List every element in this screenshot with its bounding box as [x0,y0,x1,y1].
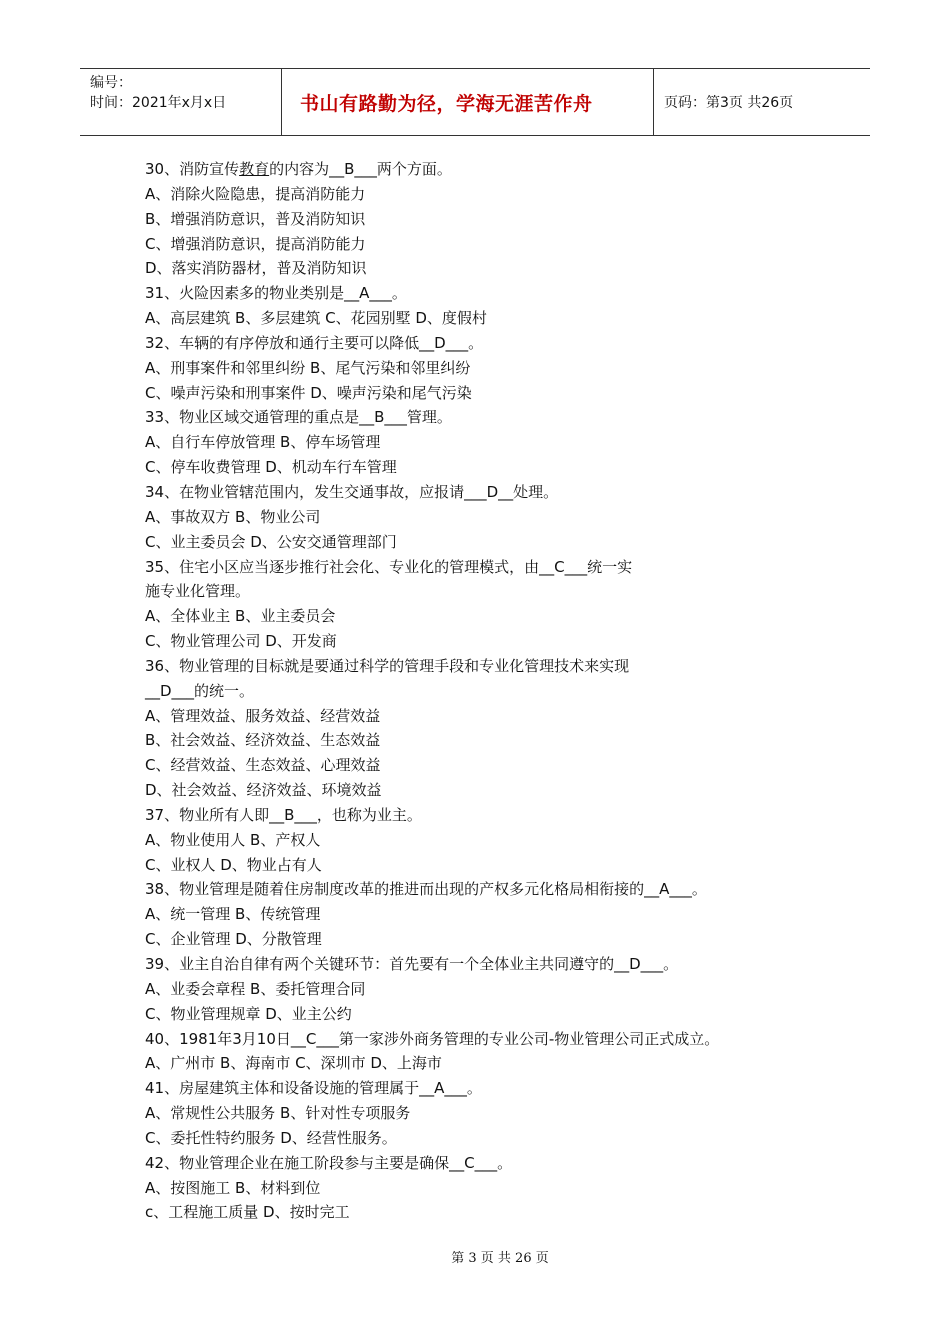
line-text: A、管理效益、服务效益、经营效益 [145,706,381,725]
text-line [145,654,835,679]
line-text: A、消除火险隐患，提高消防能力 [145,184,366,203]
text-line [145,405,835,430]
line-text: 38、物业管理是随着住房制度改革的推进而出现的产权多元化格局相衔接的__A___。 [145,880,707,899]
text-line [145,157,835,182]
text-line [145,1176,835,1201]
text-line [145,579,835,604]
line-text: C、物业管理公司 D、开发商 [145,632,337,651]
text-line [145,952,835,977]
text-line [145,679,835,704]
text-line [145,430,835,455]
text-line [145,803,835,828]
text-line [145,604,835,629]
text-line [145,1002,835,1027]
text-line [145,1051,835,1076]
text-line [145,1126,835,1151]
line-text: A、业委会章程 B、委托管理合同 [145,979,366,998]
line-text: 施专业化管理。 [145,582,251,601]
line-text: A、刑事案件和邻里纠纷 B、尾气污染和邻里纠纷 [145,358,471,377]
line-text: A、全体业主 B、业主委员会 [145,607,336,626]
text-line [145,927,835,952]
line-text: C、物业管理规章 D、业主公约 [145,1004,352,1023]
line-text: C、业主委员会 D、公安交通管理部门 [145,532,397,551]
line-text: A、按图施工 B、材料到位 [145,1178,321,1197]
header-motto: 书山有路勤为径，学海无涯苦作舟 [282,69,654,135]
text-line [145,480,835,505]
line-text: B、增强消防意识，普及消防知识 [145,209,366,228]
text-line [145,778,835,803]
text-line [145,331,835,356]
line-text: C、企业管理 D、分散管理 [145,930,322,949]
line-text: A、物业使用人 B、产权人 [145,830,321,849]
text-line [145,828,835,853]
line-text: 41、房屋建筑主体和设备设施的管理属于__A___。 [145,1079,482,1098]
time-label: 时间：2021年x月x日 [90,95,227,111]
line-text-continued: 的内容为__B___两个方面。 [269,160,452,178]
text-line [145,728,835,753]
line-text: C、委托性特约服务 D、经营性服务。 [145,1128,397,1147]
line-text: 35、住宅小区应当逐步推行社会化、专业化的管理模式，由__C___统一实 [145,557,633,576]
line-text: D、社会效益、经济效益、环境效益 [145,781,382,800]
text-line [145,1101,835,1126]
page-footer: 第 3 页 共 26 页 [451,1251,549,1266]
line-text: D、落实消防器材，普及消防知识 [145,259,367,278]
line-text: C、业权人 D、物业占有人 [145,855,322,874]
line-text: A、高层建筑 B、多层建筑 C、花园别墅 D、度假村 [145,309,487,328]
line-text: 33、物业区域交通管理的重点是__B___管理。 [145,408,452,427]
number-label: 编号： [90,75,132,91]
line-text: 36、物业管理的目标就是要通过科学的管理手段和专业化管理技术来实现 [145,656,630,675]
text-line [145,555,835,580]
header-page-number: 页码：第3页 共26页 [664,95,794,111]
line-text: A、统一管理 B、传统管理 [145,905,321,924]
line-text: A、事故双方 B、物业公司 [145,507,321,526]
text-line [145,356,835,381]
page-header [80,68,870,136]
text-line [145,629,835,654]
text-line [145,704,835,729]
text-line [145,877,835,902]
line-text: C、增强消防意识，提高消防能力 [145,234,366,253]
text-line [145,853,835,878]
text-line [145,306,835,331]
text-line [145,753,835,778]
text-line [145,1027,835,1052]
question-list [145,157,835,1225]
text-line [145,1200,835,1225]
line-text: B、社会效益、经济效益、生态效益 [145,731,381,750]
line-text: 40、1981年3月10日__C___第一家涉外商务管理的专业公司-物业管理公司正式成立。 [145,1029,720,1048]
line-text: __D___的统一。 [145,681,255,700]
line-text: 42、物业管理企业在施工阶段参与主要是确保__C___。 [145,1153,513,1172]
line-text: C、经营效益、生态效益、心理效益 [145,756,381,775]
line-text: c、工程施工质量 D、按时完工 [145,1203,350,1222]
text-line [145,505,835,530]
text-line [145,530,835,555]
line-text: A、广州市 B、海南市 C、深圳市 D、上海市 [145,1054,442,1073]
text-line [145,207,835,232]
text-line [145,256,835,281]
line-text: A、自行车停放管理 B、停车场管理 [145,433,381,452]
text-line [145,381,835,406]
text-line [145,977,835,1002]
line-text: C、停车收费管理 D、机动车行车管理 [145,458,397,477]
line-text: 37、物业所有人即__B___，也称为业主。 [145,805,422,824]
underlined-text: 教育 [239,160,270,178]
line-text: 32、车辆的有序停放和通行主要可以降低__D___。 [145,333,484,352]
header-meta [80,69,282,135]
text-line [145,281,835,306]
line-text: A、常规性公共服务 B、针对性专项服务 [145,1104,411,1123]
text-line [145,182,835,207]
line-text: 39、业主自治自律有两个关键环节：首先要有一个全体业主共同遵守的__D___。 [145,955,679,973]
line-text: 30、消防宣传 [145,160,240,178]
text-line [145,1076,835,1101]
text-line [145,232,835,257]
line-text: C、噪声污染和刑事案件 D、噪声污染和尾气污染 [145,383,472,402]
line-text: 34、在物业管辖范围内，发生交通事故，应报请___D__处理。 [145,482,559,501]
text-line [145,455,835,480]
text-line [145,1151,835,1176]
line-text: 31、火险因素多的物业类别是__A___。 [145,284,407,303]
text-line [145,902,835,927]
